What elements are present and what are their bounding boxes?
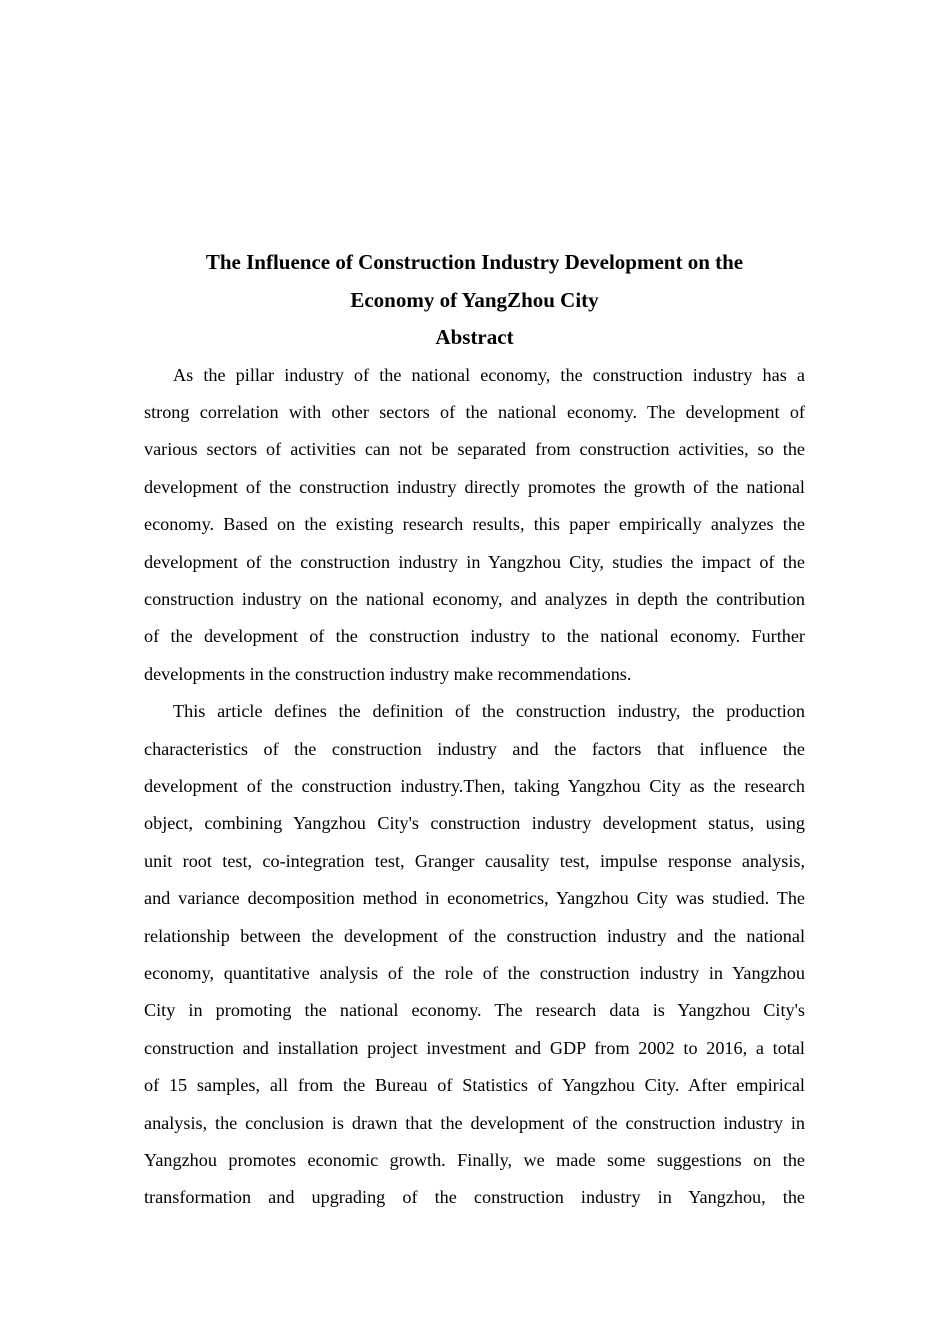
document-page: [144, 244, 805, 1217]
paragraph-line: strong correlation with other sectors of the national economy. The development of: [144, 401, 805, 422]
paragraph-line: development of the construction industry.Then, taking Yangzhou City as the research: [144, 775, 805, 796]
paragraph-line: economy. Based on the existing research results, this paper empirically analyzes the: [144, 514, 805, 535]
paragraph-line: construction industry on the national economy, and analyzes in depth the contribution: [144, 588, 805, 609]
paragraph-line: transformation and upgrading of the construction industry in Yangzhou, the: [144, 1187, 805, 1208]
paragraph-line: various sectors of activities can not be separated from construction activities, so the: [144, 439, 805, 460]
paragraph-line: Yangzhou promotes economic growth. Finally, we made some suggestions on the: [144, 1150, 805, 1171]
paragraph-line: economy, quantitative analysis of the role of the construction industry in Yangzhou: [144, 963, 805, 983]
paragraph-line: relationship between the development of the construction industry and the national: [144, 925, 805, 946]
paragraph-line: object, combining Yangzhou City's construction industry development status, using: [144, 813, 805, 834]
paragraph-line: and variance decomposition method in econometrics, Yangzhou City was studied. The: [144, 888, 805, 909]
paper-title: [144, 244, 805, 319]
paragraph-line: analysis, the conclusion is drawn that the development of the construction industry in: [144, 1112, 805, 1133]
paper-title-line-1: The Influence of Construction Industry Development on the: [205, 250, 744, 274]
abstract-paragraph-1: [144, 357, 805, 694]
abstract-paragraph-2: [144, 693, 805, 1217]
paragraph-line: As the pillar industry of the national economy, the construction industry has a: [173, 364, 805, 385]
paragraph-line: characteristics of the construction industry and the factors that influence the: [144, 738, 805, 759]
abstract-heading: Abstract: [435, 325, 514, 349]
paragraph-line: of 15 samples, all from the Bureau of Statistics of Yangzhou City. After empirical: [144, 1075, 805, 1096]
paragraph-line: of the development of the construction industry to the national economy. Further: [144, 626, 805, 647]
paragraph-line: This article defines the definition of the construction industry, the production: [173, 701, 805, 722]
paragraph-line: development of the construction industry in Yangzhou City, studies the impact of the: [144, 551, 805, 572]
paragraph-line: developments in the construction industry make recommendations.: [144, 663, 632, 684]
paragraph-line: construction and installation project investment and GDP from 2002 to 2016, a total: [144, 1037, 805, 1058]
paragraph-line: development of the construction industry directly promotes the growth of the national: [144, 476, 805, 497]
paragraph-line: City in promoting the national economy. The research data is Yangzhou City's: [144, 1000, 805, 1021]
paper-title-line-2: Economy of YangZhou City: [350, 287, 599, 312]
paragraph-line: unit root test, co-integration test, Granger causality test, impulse response analysis,: [144, 850, 805, 871]
